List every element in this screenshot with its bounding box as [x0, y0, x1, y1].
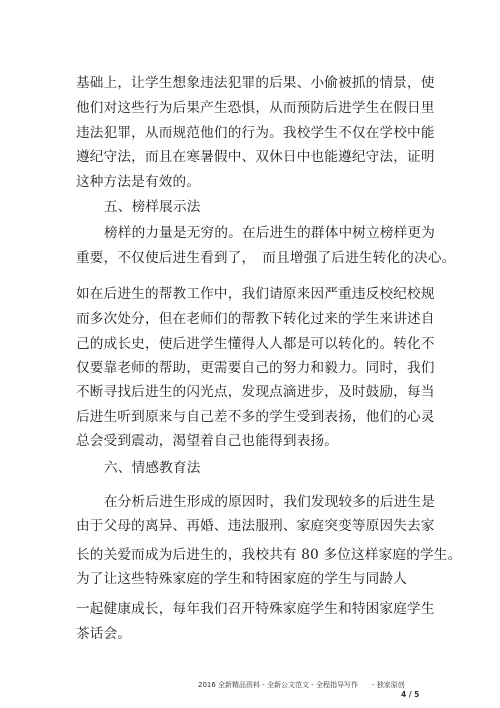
- text-line: 己的成长史，使后进学生懂得人人都是可以转化的。转化不: [76, 336, 435, 352]
- text-line: 如在后进生的帮教工作中，我们请原来因严重违反校纪校规: [76, 286, 435, 302]
- text-line: 这种方法是有效的。: [76, 174, 201, 190]
- text-line: 总会受到震动，渴望着自己也能得到表扬。: [76, 433, 339, 449]
- text-line: 由于父母的离异、再婚、违法服刑、家庭突变等原因失去家: [76, 518, 435, 534]
- text-line: 长的关爱而成为后进生的，我校共有 80 多位这样家庭的学生。: [76, 547, 462, 563]
- text-line: 不断寻找后进生的闪光点，发现点滴进步，及时鼓励，每当: [76, 384, 435, 400]
- text-line: 为了让这些特殊家庭的学生和特困家庭的学生与同龄人: [76, 571, 408, 587]
- footer-text: 2016 全新精品资料 - 全新公文范文 - 全程指导写作 - 独家原创: [198, 681, 405, 689]
- text-line: 重要，不仅使后进生看到了， 而且增强了后进生转化的决心。: [76, 250, 456, 266]
- text-line: 在分析后进生形成的原因时，我们发现较多的后进生是: [104, 494, 436, 510]
- text-line: 榜样的力量是无穷的。在后进生的群体中树立榜样更为: [104, 225, 436, 241]
- text-line: 而多次处分，但在老师们的帮教下转化过来的学生来讲述自: [76, 311, 435, 327]
- text-line: 茶话会。: [76, 626, 132, 642]
- text-line: 违法犯罪，从而规范他们的行为。我校学生不仅在学校中能: [76, 125, 435, 141]
- text-line: 一起健康成长，每年我们召开特殊家庭学生和特困家庭学生: [76, 601, 435, 617]
- page-number: 4 / 5: [401, 690, 420, 699]
- text-line: 他们对这些行为后果产生恐惧，从而预防后进学生在假日里: [76, 100, 435, 116]
- text-line: 仅要靠老师的帮助，更需要自己的努力和毅力。同时，我们: [76, 360, 435, 376]
- text-line: 遵纪守法，而且在寒暑假中、双休日中也能遵纪守法，证明: [76, 149, 435, 165]
- section-heading: 六、情感教育法: [104, 460, 201, 476]
- text-line: 后进生听到原来与自己差不多的学生受到表扬，他们的心灵: [76, 409, 435, 425]
- section-heading: 五、榜样展示法: [104, 199, 201, 215]
- text-line: 基础上，让学生想象违法犯罪的后果、小偷被抓的情景，使: [76, 75, 435, 91]
